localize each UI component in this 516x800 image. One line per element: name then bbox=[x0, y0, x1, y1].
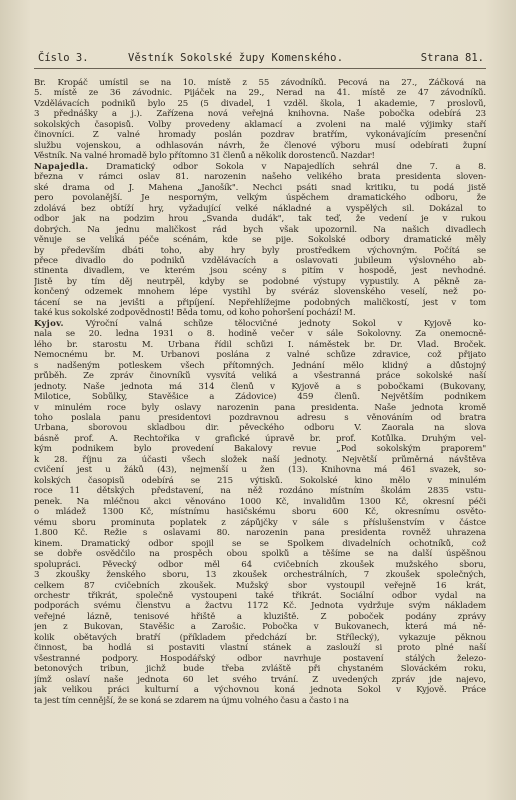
line-text: betonových tribun, jichž bude třeba zvláště při chystaném Slováckém roku, bbox=[34, 664, 486, 675]
line-text: pero povolanější. Je nesporným, velkým úspěchem dramatického odboru, že bbox=[34, 193, 486, 204]
line-text: 3 zkoušky ženského sboru, 13 zkoušek orchestrálních, 7 zkoušek společných, bbox=[34, 570, 486, 581]
text-line bbox=[34, 633, 486, 643]
text-line bbox=[34, 518, 486, 528]
text-line bbox=[34, 601, 486, 611]
text-line bbox=[34, 570, 486, 580]
line-text: kolských časopisů odebírá se 215 výtisků. Sokolské kino mělo v minulém bbox=[34, 475, 486, 486]
text-line bbox=[34, 277, 486, 287]
text-line bbox=[34, 476, 486, 486]
line-text: penek. Na mléčnou akci věnováno 1000 Kč, invalidům 1300 Kč, okresní péči bbox=[34, 496, 486, 507]
text-line bbox=[34, 225, 486, 235]
text-line bbox=[34, 235, 486, 245]
line-text: zdolává bez obtíží hry, vyžadující velké nákladné a vyspělých sil. Dokázal to bbox=[34, 203, 486, 214]
text-line bbox=[34, 361, 486, 371]
text-line bbox=[34, 486, 486, 496]
text-line bbox=[34, 340, 486, 350]
line-text: ta jest tím cennější, že se koná se zdarem na újmu volného času a často i na bbox=[34, 695, 349, 706]
text-line bbox=[34, 507, 486, 517]
line-text: veřejné lázně, tenisové hřiště a kluziště. Z poboček podány zprávy bbox=[34, 611, 486, 622]
text-line bbox=[34, 455, 486, 465]
text-line bbox=[34, 434, 486, 444]
line-text: kým podnikem bylo provedení Bakalovy revue „Pod sokolským praporem" bbox=[34, 444, 486, 455]
line-text: Urbana, sborovou skladbou dir. pěveckého odboru V. Zaorala na slova bbox=[34, 423, 486, 434]
text-line bbox=[34, 162, 486, 172]
text-line bbox=[34, 444, 486, 454]
text-line bbox=[34, 193, 486, 203]
text-line bbox=[34, 371, 486, 381]
line-text: kinem. Dramatický odbor spojil se se Spolkem divadelních ochotníků, což bbox=[34, 538, 486, 549]
text-line bbox=[34, 528, 486, 538]
text-line bbox=[34, 382, 486, 392]
line-text: Věstník. Na valné hromadě bylo přítomno 31 členů a několik dorostenců. Nazdar! bbox=[34, 151, 375, 162]
line-text: činnost, ba hodlá si postaviti vlastní stánek a zaslouží si proto plné naší bbox=[34, 643, 486, 654]
line-text: vému sboru prominuta poplatek z zápůjčky v sále s příslušenstvím v částce bbox=[34, 517, 486, 528]
line-text: tácení se na jevišti a připíjení. Nepřehlížejme podobných maličkostí, jest v tom bbox=[34, 297, 486, 308]
text-line bbox=[34, 204, 486, 214]
line-text: k 28. říjnu za účasti všech složek naší jednoty. Největší průměrná návštěva bbox=[34, 454, 486, 465]
line-text: jak velikou práci kulturní a výchovnou koná jednota Sokol v Kyjově. Práce bbox=[34, 685, 486, 696]
text-line bbox=[34, 99, 486, 109]
text-line bbox=[34, 685, 486, 695]
line-text: ské drama od J. Mahena „Janošík". Nechci psáti snad kritiku, tu podá jistě bbox=[34, 182, 486, 193]
text-line bbox=[34, 622, 486, 632]
text-line bbox=[34, 214, 486, 224]
line-text: kolik obětavých bratří (příkladem předchází br. Střílecký), vykazuje pěknou bbox=[34, 632, 486, 643]
line-text: dobrých. Na jednu maličkost rád bych však upozornil. Na našich divadlech bbox=[34, 224, 486, 235]
text-line bbox=[34, 151, 486, 161]
text-line bbox=[34, 591, 486, 601]
text-line bbox=[34, 612, 486, 622]
text-line bbox=[34, 298, 486, 308]
line-text: toho poslala panu presidentovi pozdravnou adresu s věnováním od bratra bbox=[34, 413, 486, 423]
line-text: činovníci. Z valné hromady poslán pozdrav bratřím, vykonávajícím presenční bbox=[34, 130, 486, 141]
line-text: cvičení jest u žáků (43), nejmenší u žen (13). Knihovna má 461 svazek, so- bbox=[34, 465, 486, 476]
line-text: se dobře osvědčilo na prospěch obou spolků a těšíme se na další úspěšnou bbox=[34, 549, 486, 560]
line-text: Milotice, Sobůlky, Stavěšice a Žádovice) 459 členů. Největším podnikem bbox=[34, 392, 486, 403]
text-line bbox=[34, 675, 486, 685]
line-text: by především dbáti toho, aby hry byly prostředkem výchovným. Počítá se bbox=[34, 245, 486, 256]
line-text: přece divadlo do podniků vzdělávacích a oslavovati jubileum výslovného ab- bbox=[34, 255, 486, 266]
text-line bbox=[34, 423, 486, 433]
line-text: Jistě by tím děj neutrpěl, kdyby se podobné výstupy vypustily. A pěkně za- bbox=[34, 276, 486, 287]
text-line bbox=[34, 403, 486, 413]
line-text: 5. místě ze 36 závodnic. Pijáček na 29., Nerad na 41. místě ze 47 závodníků. bbox=[34, 88, 486, 99]
section-heading: Napajedla. bbox=[34, 161, 89, 172]
line-text: Výroční valná schůze tělocvičné jednoty Sokol v Kyjově ko- bbox=[63, 318, 486, 329]
line-text: odbor jak na podzim hrou „Švanda dudák", tak teď, že vedení je v rukou bbox=[34, 214, 486, 225]
text-line bbox=[34, 120, 486, 130]
line-text: jednoty. Naše jednota má 314 členů v Kyjově a s pobočkami (Bukovany, bbox=[34, 381, 486, 392]
line-text: orchestr třikrát, společně vystoupeni také třikrát. Sociální odbor vydal na bbox=[34, 590, 486, 601]
line-text: spolupráci. Pěvecký odbor měl 64 cvičebních zkoušek mužského sboru, bbox=[34, 559, 486, 570]
text-line bbox=[34, 560, 486, 570]
text-line bbox=[34, 539, 486, 549]
line-text: průběh. Ze zpráv činovníků vysvítá veliká a všestranná práce sokolské naší bbox=[34, 371, 486, 382]
line-text: března v rámci oslav 81. narozenin našeho velikého brata presidenta sloven- bbox=[34, 172, 486, 183]
text-line bbox=[34, 130, 486, 140]
line-text: celkem 87 cvičebních zkoušek. Mužský sbor vystoupil veřejně 16 krát, bbox=[34, 580, 486, 591]
line-text: nala se 20. ledna 1931 o 8. hodině večer v sále Sokolovny. Za onemocně- bbox=[34, 329, 486, 340]
text-line bbox=[34, 308, 486, 318]
issue-number: Číslo 3. bbox=[38, 52, 89, 64]
text-line bbox=[34, 350, 486, 360]
line-text: básně prof. A. Rechtořika v grafické úpravě br. prof. Kotůlka. Druhým vel- bbox=[34, 433, 486, 444]
text-line bbox=[34, 643, 486, 653]
text-line bbox=[34, 581, 486, 591]
text-line bbox=[34, 246, 486, 256]
line-text: lého br. starostu M. Urbana řídil schůzi I. náměstek br. Dr. Vlad. Broček. bbox=[34, 339, 486, 350]
article-text bbox=[34, 78, 486, 706]
line-text: o mládež 1300 Kč, místnímu hasičskému sboru 600 Kč, okresnímu osvěto- bbox=[34, 507, 486, 518]
line-text: stinenta divadlem, ve kterém jsou scény s pitím v hospodě, jest nevhodné. bbox=[34, 266, 486, 277]
text-line bbox=[34, 109, 486, 119]
text-line bbox=[34, 266, 486, 276]
text-line bbox=[34, 696, 486, 706]
line-text: jen z Bukovan, Stavěšic a Žarošic. Pobočka v Bukovanech, která má ně- bbox=[34, 622, 486, 633]
line-text: Nemocnému br. M. Urbanovi poslána z valné schůze zdravice, což přijato bbox=[34, 350, 486, 361]
line-text: jímž oslaví naše jednota 60 let svého trvání. Z uvedených zpráv jde najevo, bbox=[34, 674, 486, 685]
line-text: končený odzemek mnohem lépe vystihl by svéráz slovenského veselí, než po- bbox=[34, 287, 486, 298]
line-text: podporách svému členstvu a žactvu 1172 Kč. Jednota vydržuje svým nákladem bbox=[34, 601, 486, 612]
text-line bbox=[34, 287, 486, 297]
line-text: Br. Kropáč umístil se na 10. místě z 55 závodníků. Pecová na 27., Žáčková na bbox=[34, 78, 486, 88]
page-number: Strana 81. bbox=[420, 52, 484, 64]
line-text: v minulém roce byly oslavy narozenin pana presidenta. Naše jednota kromě bbox=[34, 402, 486, 413]
line-text: službu vojenskou, a odhlasován návrh, že členové výboru musí odebírati župní bbox=[34, 140, 486, 151]
text-line bbox=[34, 329, 486, 339]
text-line bbox=[34, 78, 486, 88]
text-line bbox=[34, 172, 486, 182]
line-text: také kus sokolské zodpovědnosti! Běda tomu, od koho pohoršení pochází! M. bbox=[34, 308, 356, 319]
line-text: 3 přednášky a j.). Zařízena nová veřejná knihovna. Naše pobočka odebírá 23 bbox=[34, 109, 486, 120]
text-line bbox=[34, 392, 486, 402]
text-line bbox=[34, 497, 486, 507]
text-line bbox=[34, 664, 486, 674]
text-line bbox=[34, 141, 486, 151]
line-text: věnuje se veliká péče scénám, kde se pije. Sokolské odbory dramatické měly bbox=[34, 235, 486, 246]
line-text: Dramatický odbor Sokola v Napajedlích sehrál dne 7. a 8. bbox=[88, 161, 486, 172]
text-line bbox=[34, 256, 486, 266]
line-text: 1.800 Kč. Režie s oslavami 80. narozenin pana presidenta rovněž uhrazena bbox=[34, 528, 486, 539]
journal-title: Věstník Sokolské župy Komenského. bbox=[128, 52, 344, 64]
section-heading: Kyjov. bbox=[34, 318, 64, 329]
line-text: všestranné podpory. Hospodářský odbor navrhuje postavení stálých železo- bbox=[34, 653, 486, 664]
line-text: roce 11 dětských představení, na něž rozdáno místním školám 2835 vstu- bbox=[34, 486, 486, 497]
header-rule bbox=[34, 68, 486, 69]
text-line bbox=[34, 654, 486, 664]
text-line bbox=[34, 413, 486, 423]
text-line bbox=[34, 549, 486, 559]
line-text: s nadšeným potleskem všech přítomných. Jednání mělo klidný a důstojný bbox=[34, 360, 486, 371]
line-text: sokolských časopisů. Volby provedeny aklamací a zvoleni na malé výjimky staří bbox=[34, 119, 486, 130]
text-line bbox=[34, 465, 486, 475]
text-line bbox=[34, 319, 486, 329]
text-line bbox=[34, 88, 486, 98]
line-text: Vzdělávacích podniků bylo 25 (5 divadel, 1 vzděl. škola, 1 akademie, 7 proslovů, bbox=[34, 98, 486, 109]
text-line bbox=[34, 183, 486, 193]
